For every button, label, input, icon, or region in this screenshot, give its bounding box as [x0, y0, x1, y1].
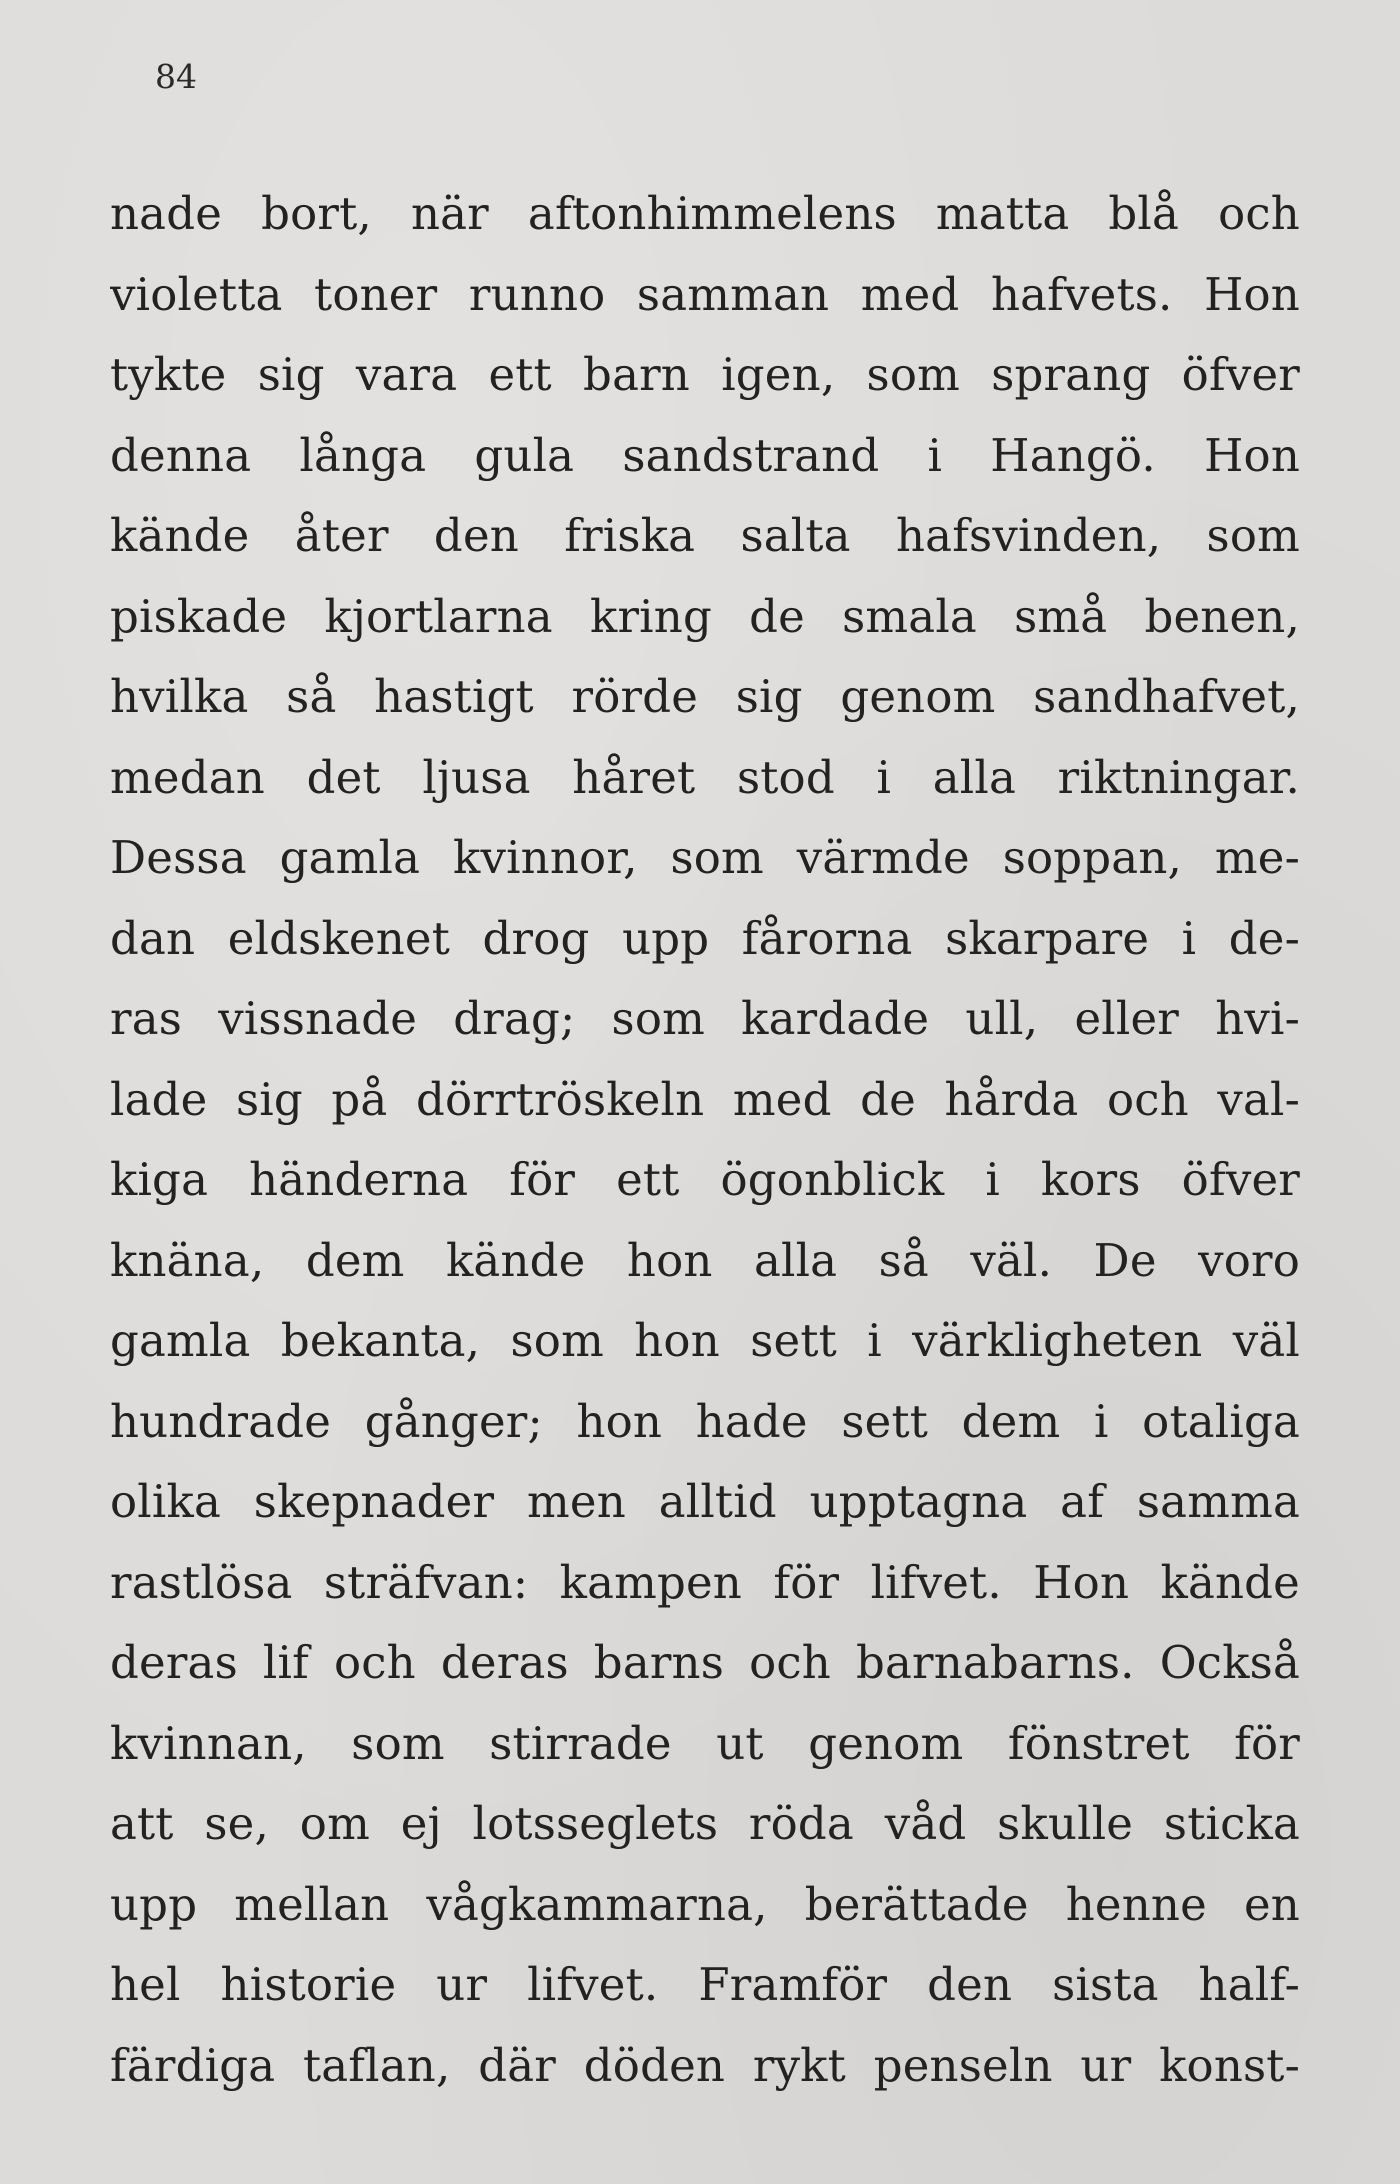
- text-line: hel historie ur lifvet. Framför den sista half-: [110, 1958, 1300, 2011]
- text-line: hvilka så hastigt rörde sig genom sandhafvet,: [110, 670, 1300, 723]
- text-line: färdiga taflan, där döden rykt penseln ur konst-: [110, 2038, 1300, 2092]
- text-line: ras vissnade drag; som kardade ull, eller hvi-: [110, 992, 1300, 1045]
- text-line: tykte sig vara ett barn igen, som sprang öfver: [110, 348, 1300, 401]
- text-line: dan eldskenet drog upp fårorna skarpare i de-: [110, 911, 1300, 965]
- text-line: hundrade gånger; hon hade sett dem i otaliga: [110, 1394, 1300, 1448]
- text-line: nade bort, när aftonhimmelens matta blå och: [110, 187, 1300, 240]
- text-line: kvinnan, som stirrade ut genom fönstret för: [110, 1716, 1300, 1770]
- text-line: violetta toner runno samman med hafvets. Hon: [110, 267, 1300, 321]
- page-number: 84: [155, 57, 197, 96]
- text-line: rastlösa sträfvan: kampen för lifvet. Hon kände: [110, 1555, 1300, 1609]
- text-line: kiga händerna för ett ögonblick i kors öfver: [110, 1153, 1300, 1206]
- body-text: [110, 174, 1300, 2106]
- text-line: deras lif och deras barns och barnabarns. Också: [110, 1636, 1300, 1689]
- text-line: att se, om ej lotsseglets röda våd skulle sticka: [110, 1797, 1300, 1850]
- text-line: kände åter den friska salta hafsvinden, som: [110, 509, 1300, 562]
- text-line: gamla bekanta, som hon sett i värkligheten väl: [110, 1314, 1300, 1367]
- text-line: olika skepnader men alltid upptagna af samma: [110, 1475, 1300, 1528]
- text-line: knäna, dem kände hon alla så väl. De voro: [110, 1233, 1300, 1287]
- text-line: denna långa gula sandstrand i Hangö. Hon: [110, 428, 1300, 482]
- text-line: upp mellan vågkammarna, berättade henne en: [110, 1877, 1300, 1931]
- text-line: lade sig på dörrtröskeln med de hårda och val-: [110, 1072, 1300, 1126]
- text-line: Dessa gamla kvinnor, som värmde soppan, me-: [110, 831, 1300, 884]
- text-line: piskade kjortlarna kring de smala små benen,: [110, 589, 1300, 643]
- text-line: medan det ljusa håret stod i alla riktningar.: [110, 750, 1300, 804]
